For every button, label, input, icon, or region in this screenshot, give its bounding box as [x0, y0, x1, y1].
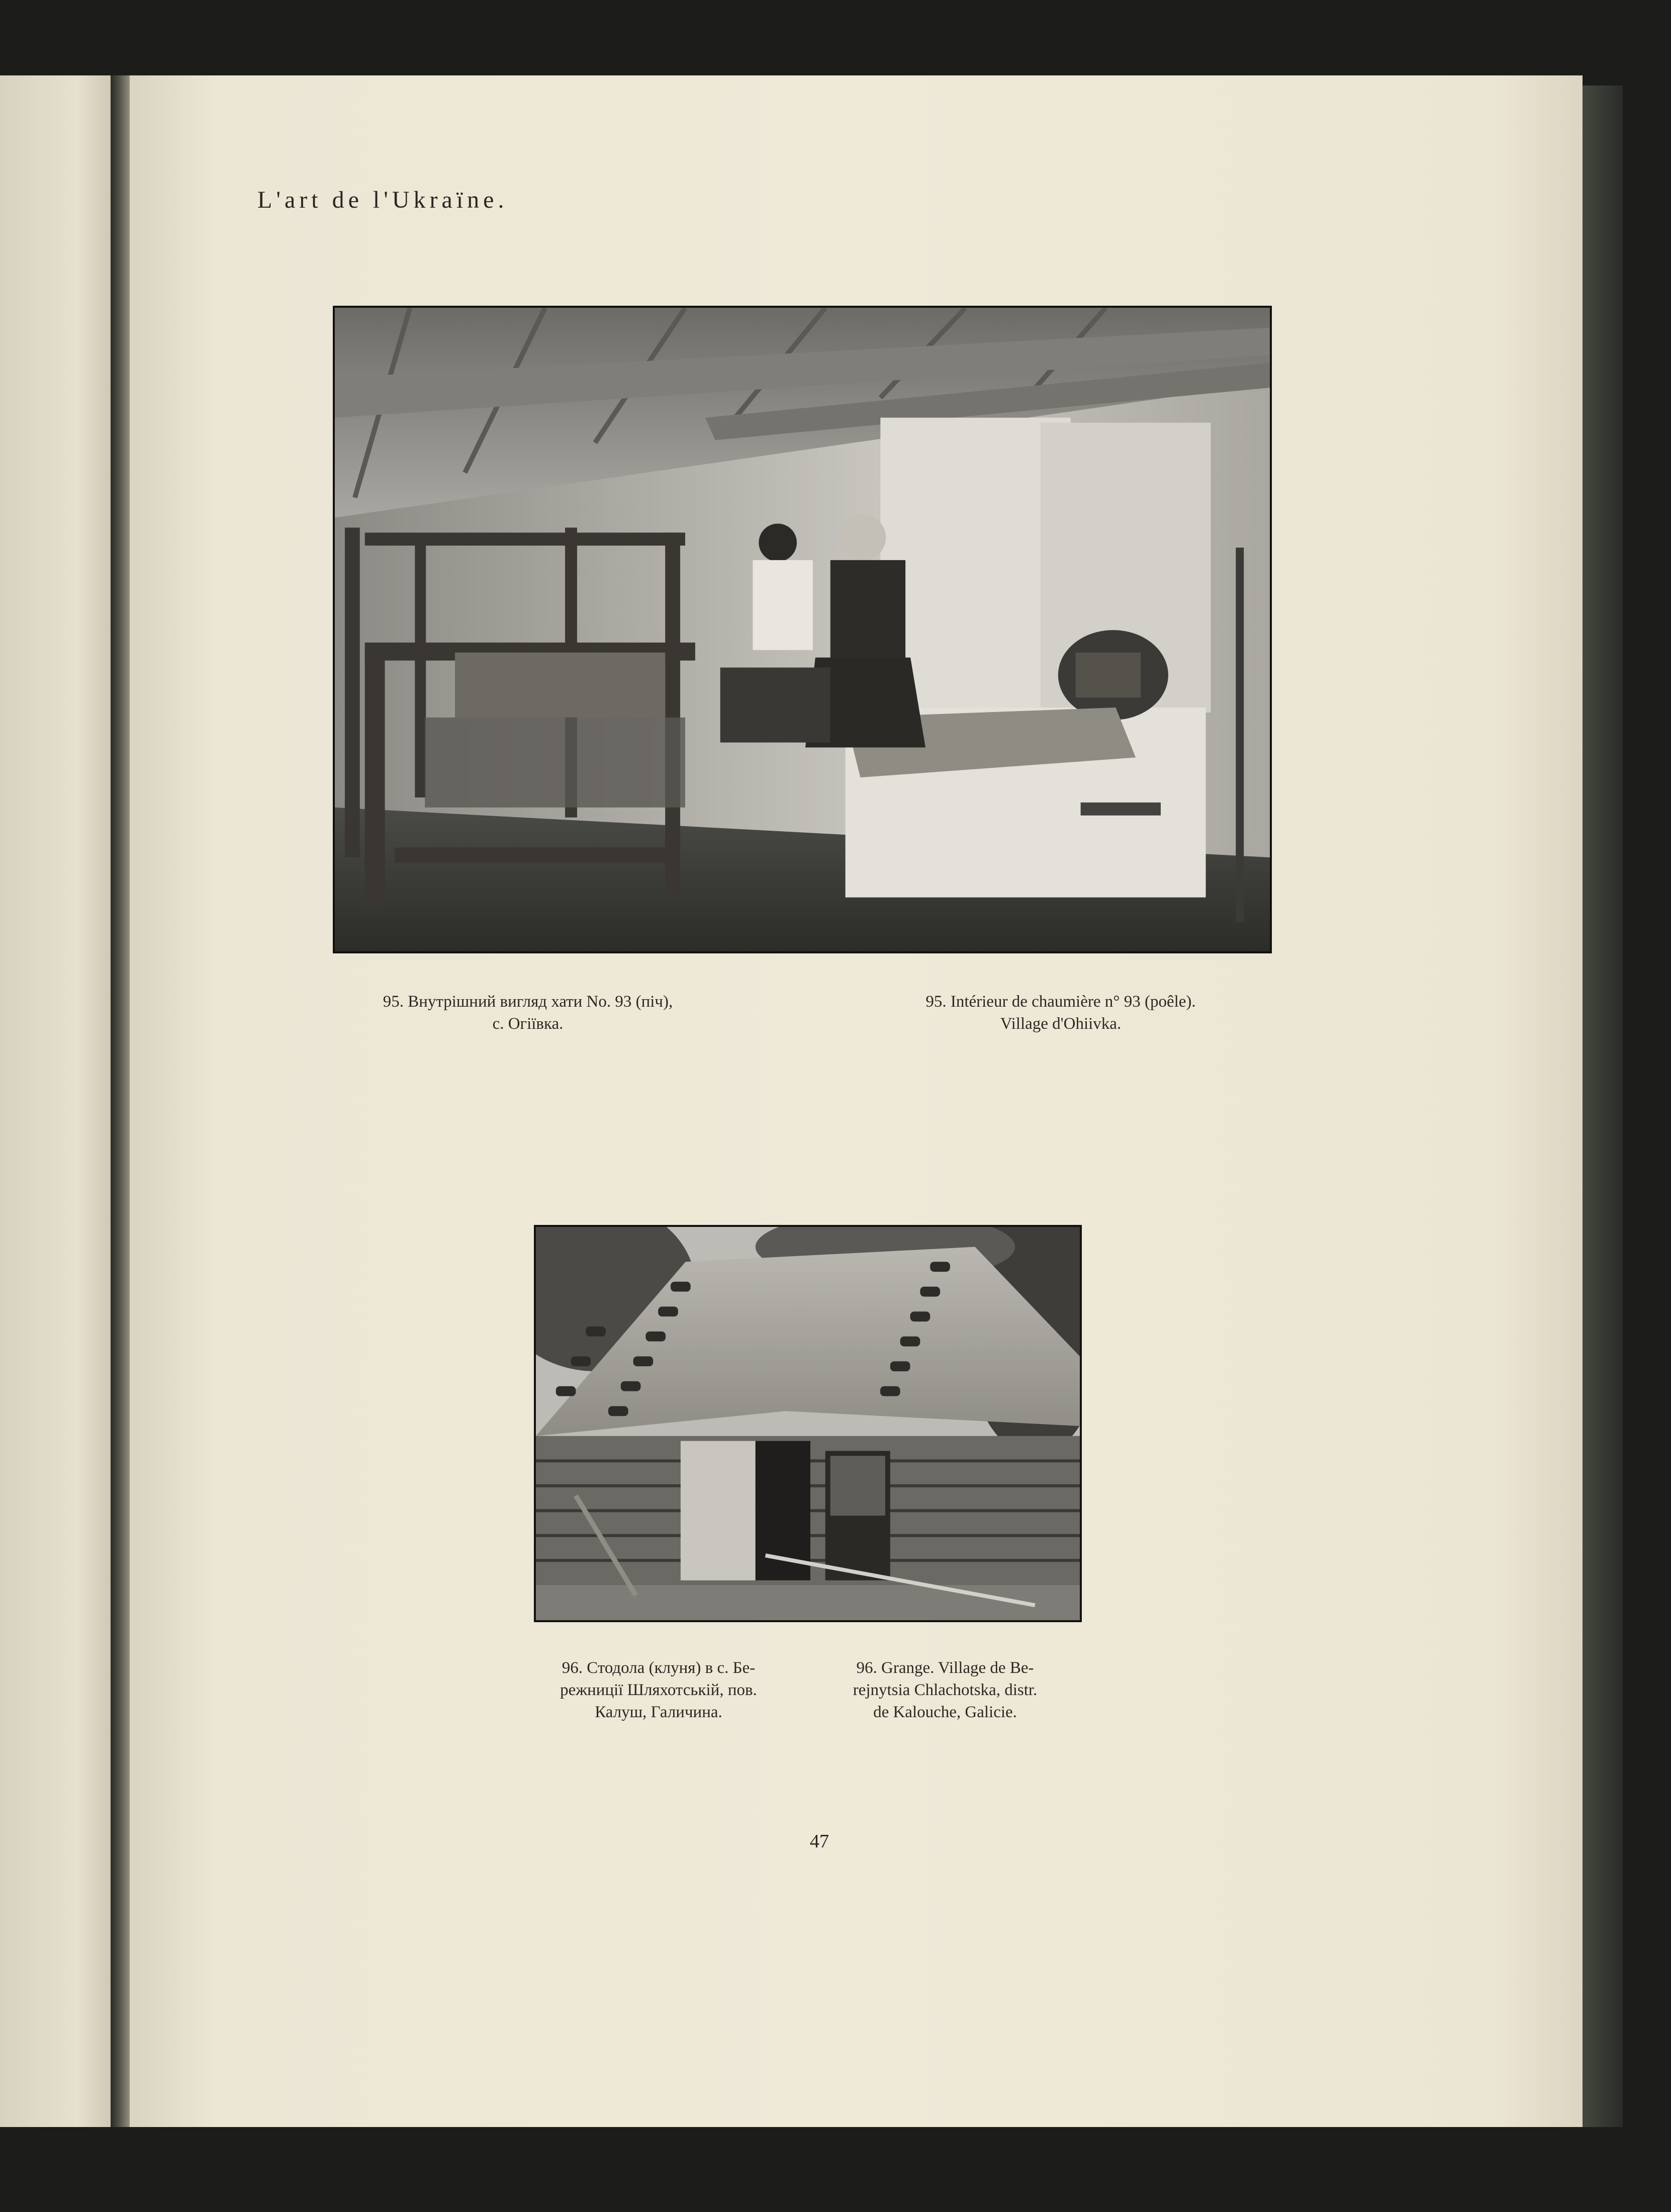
caption-95-ukrainian [322, 991, 734, 1035]
caption-95-french [855, 991, 1267, 1035]
interior-photo-illustration [335, 308, 1270, 951]
caption-line: 95. Intérieur de chaumière n° 93 (poêle). [925, 993, 1196, 1011]
caption-line: Калуш, Галичина. [595, 1703, 722, 1721]
caption-line: 96. Стодола (клуня) в с. Бе- [562, 1659, 756, 1677]
caption-96-ukrainian [518, 1657, 799, 1723]
photo-barn-96 [534, 1225, 1082, 1622]
left-page-edge [0, 75, 111, 2127]
book-gutter [111, 75, 131, 2127]
caption-line: с. Огіївка. [492, 1015, 564, 1033]
running-head: L'art de l'Ukraïne. [257, 187, 508, 213]
page-number: 47 [810, 1831, 829, 1852]
photo-interior-95 [333, 306, 1272, 953]
caption-line: режниції Шляхотській, пов. [560, 1681, 757, 1699]
caption-line: rejnytsia Chlachotska, distr. [853, 1681, 1038, 1699]
caption-line: de Kalouche, Galicie. [873, 1703, 1017, 1721]
caption-line: 95. Внутрішний вигляд хати No. 93 (піч), [383, 993, 673, 1011]
caption-line: 96. Grange. Village de Be- [856, 1659, 1034, 1677]
caption-line: Village d'Ohiivka. [1000, 1015, 1122, 1033]
book-cover-edge [1583, 85, 1623, 2127]
barn-photo-illustration [536, 1227, 1080, 1620]
caption-96-french [804, 1657, 1086, 1723]
